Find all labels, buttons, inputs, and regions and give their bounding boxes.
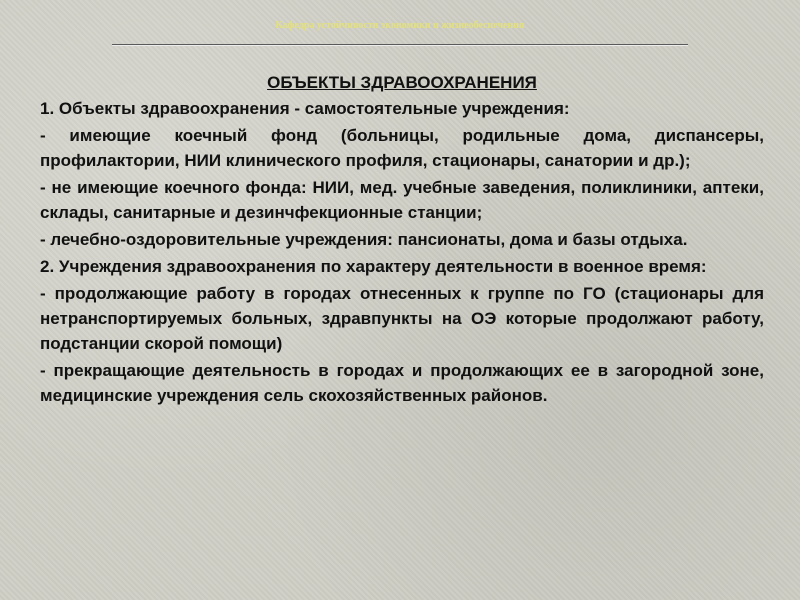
header-divider — [112, 44, 688, 46]
page-title: ОБЪЕКТЫ ЗДРАВООХРАНЕНИЯ — [267, 73, 537, 92]
paragraph-5: 2. Учреждения здравоохранения по характеру деятельности в военное время: — [40, 257, 707, 276]
paragraph-3: - не имеющие коечного фонда: НИИ, мед. учебные заведения, поликлиники, аптеки, склады, санитарные и дезинчфекционные станции; — [40, 178, 764, 222]
paragraph-2: - имеющие коечный фонд (больницы, родильные дома, диспансеры, профилактории, НИИ клинического профиля, стационары, санатории и др.); — [40, 126, 764, 170]
body-text — [40, 96, 764, 410]
paragraph-6: - продолжающие работу в городах отнесенных к группе по ГО (стационары для нетранспортируемых больных, здравпункты на ОЭ которые продолжают работу, подстанции скорой помощи) — [40, 284, 764, 353]
paragraph-4: - лечебно-оздоровительные учреждения: пансионаты, дома и базы отдыха. — [40, 230, 688, 249]
paragraph-7: - прекращающие деятельность в городах и продолжающих ее в загородной зоне, медицинские учреждения сель скохозяйственных районов. — [40, 361, 764, 405]
department-header: Кафедра устойчивости экономики и жизнеобеспечения — [275, 20, 525, 31]
paragraph-1: 1. Объекты здравоохранения - самостоятельные учреждения: — [40, 99, 570, 118]
